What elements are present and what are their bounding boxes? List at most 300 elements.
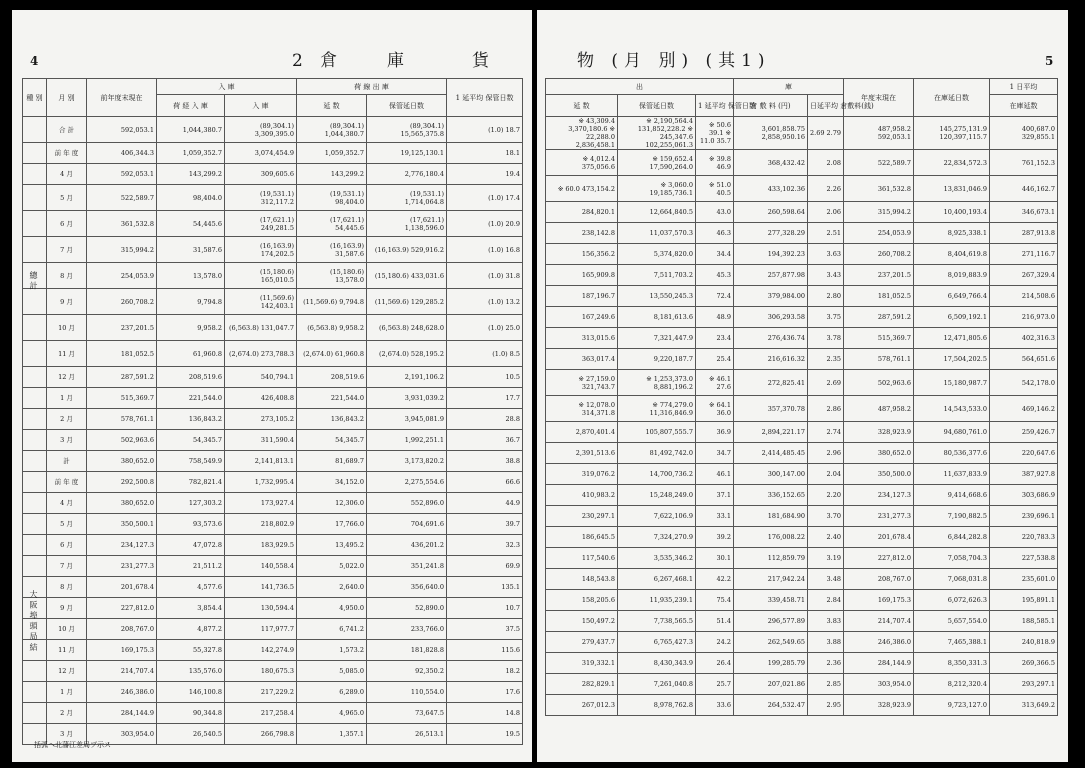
left-table-cell: 315,994.2	[87, 237, 157, 263]
right-table-cell: 45.3	[696, 265, 734, 286]
header-prev-year-end: 前年度末現在	[87, 79, 157, 117]
right-table-cell: 34.7	[696, 443, 734, 464]
right-table-cell: 23.4	[696, 328, 734, 349]
right-table-cell: 234,127.3	[844, 485, 914, 506]
right-table-cell: 8,430,343.9	[618, 653, 696, 674]
right-table-cell: 7,622,106.9	[618, 506, 696, 527]
right-table-cell: 17,504,202.5	[914, 349, 990, 370]
right-table-cell: 6,072,626.3	[914, 590, 990, 611]
right-table-cell: 22,834,572.3	[914, 150, 990, 176]
right-table-cell: 6,844,282.8	[914, 527, 990, 548]
right-table-cell: 2,894,221.17	[734, 422, 808, 443]
right-table-cell: 6,267,468.1	[618, 569, 696, 590]
left-table-cell: 12,306.0	[297, 493, 367, 514]
left-table-cell	[23, 493, 47, 514]
right-table-cell: 239,696.1	[990, 506, 1058, 527]
header-sokin: 倉 敷 料 (円)	[734, 95, 808, 117]
left-table-cell: 1,357.1	[297, 724, 367, 745]
left-table-row	[23, 211, 523, 237]
left-table-cell: 17,766.0	[297, 514, 367, 535]
right-table-row	[546, 244, 1058, 265]
right-table-cell: 169,175.3	[844, 590, 914, 611]
left-table-cell: 10 月	[47, 315, 87, 341]
left-table-row	[23, 577, 523, 598]
header-out-count: 延 数	[297, 95, 367, 117]
right-table-cell: 303,686.9	[990, 485, 1058, 506]
left-table-cell: 142,274.9	[225, 640, 297, 661]
right-table-row	[546, 527, 1058, 548]
right-table-cell: 7,465,388.1	[914, 632, 990, 653]
right-table-cell: 2,870,401.4	[546, 422, 618, 443]
right-table-cell: 336,152.65	[734, 485, 808, 506]
right-table-cell: 214,508.6	[990, 286, 1058, 307]
left-table-row	[23, 598, 523, 619]
left-table-row	[23, 430, 523, 451]
left-table-cell: 127,303.2	[157, 493, 225, 514]
left-table-row	[23, 661, 523, 682]
left-table-cell: (1.0) 31.8	[447, 263, 523, 289]
left-table-cell: 578,761.1	[87, 409, 157, 430]
left-table-cell: (1.0) 18.7	[447, 117, 523, 143]
left-table-cell	[23, 185, 47, 211]
left-table-cell: 11 月	[47, 640, 87, 661]
left-table-cell: 110,554.0	[367, 682, 447, 703]
right-table-row	[546, 286, 1058, 307]
left-table-cell: 13,578.0	[157, 263, 225, 289]
right-table-cell: 246,386.0	[844, 632, 914, 653]
left-table-cell: (6,563.8) 9,958.2	[297, 315, 367, 341]
right-table-cell: 319,332.1	[546, 653, 618, 674]
right-table-cell: 363,017.4	[546, 349, 618, 370]
left-table-cell: 19,125,130.1	[367, 143, 447, 164]
right-table-cell: 7,058,704.3	[914, 548, 990, 569]
right-table-cell: 3.48	[808, 569, 844, 590]
right-table-cell: 3.43	[808, 265, 844, 286]
right-table-cell: ※ 3,060.0 19,185,736.1	[618, 176, 696, 202]
left-table-cell: 5 月	[47, 514, 87, 535]
right-table-cell: 156,356.2	[546, 244, 618, 265]
left-table-cell: 143,299.2	[297, 164, 367, 185]
left-table-cell: (1.0) 17.4	[447, 185, 523, 211]
left-table-cell: 18.2	[447, 661, 523, 682]
left-table-cell: 1,992,251.1	[367, 430, 447, 451]
left-table-cell: 69.9	[447, 556, 523, 577]
right-page	[537, 10, 1068, 762]
right-table-cell: 8,181,613.6	[618, 307, 696, 328]
left-table-cell: (17,621.1) 249,281.5	[225, 211, 297, 237]
right-table-cell: 15,180,987.7	[914, 370, 990, 396]
left-table-cell: 合 計	[47, 117, 87, 143]
left-table-cell: 17.7	[447, 388, 523, 409]
left-table-cell: 254,053.9	[87, 263, 157, 289]
right-table-row	[546, 632, 1058, 653]
left-table-cell: (11,569.6) 129,285.2	[367, 289, 447, 315]
header-month: 月 別	[47, 79, 87, 117]
left-table-cell: (1.0) 20.9	[447, 211, 523, 237]
right-table-cell: 8,978,762.8	[618, 695, 696, 716]
right-table-cell: 8,019,883.9	[914, 265, 990, 286]
right-table-cell: 220,647.6	[990, 443, 1058, 464]
left-table-cell: 406,344.3	[87, 143, 157, 164]
left-table-cell: (19,531.1) 1,714,064.8	[367, 185, 447, 211]
right-table-cell: 380,652.0	[844, 443, 914, 464]
left-table-cell	[23, 388, 47, 409]
left-table-row	[23, 388, 523, 409]
right-table-row	[546, 223, 1058, 244]
left-table-cell: 5,022.0	[297, 556, 367, 577]
right-table-row	[546, 674, 1058, 695]
right-table-cell: 12,471,805.6	[914, 328, 990, 349]
left-table-cell	[23, 341, 47, 367]
left-table-cell: 3,854.4	[157, 598, 225, 619]
right-table-cell: 25.4	[696, 349, 734, 370]
left-table-cell: 246,386.0	[87, 682, 157, 703]
right-table-cell: ※ 4,012.4 375,056.6	[546, 150, 618, 176]
right-table-cell: 3,535,346.2	[618, 548, 696, 569]
right-table-row	[546, 396, 1058, 422]
right-table-cell: 9,414,668.6	[914, 485, 990, 506]
right-table-cell: 410,983.2	[546, 485, 618, 506]
left-table-cell: 218,802.9	[225, 514, 297, 535]
left-table-row	[23, 682, 523, 703]
left-table-cell: (16,163.9) 174,202.5	[225, 237, 297, 263]
left-table-cell: 181,052.5	[87, 341, 157, 367]
right-table-cell: 13,831,046.9	[914, 176, 990, 202]
left-table-cell: (6,563.8) 248,628.0	[367, 315, 447, 341]
header-year-end: 年度末現在	[844, 79, 914, 117]
title-left-part: 2 倉	[292, 51, 344, 71]
left-table-cell: 8 月	[47, 577, 87, 598]
right-table-cell: 3.19	[808, 548, 844, 569]
left-table-cell: 183,929.5	[225, 535, 297, 556]
right-table-cell: 515,369.7	[844, 328, 914, 349]
right-table-cell: 282,829.1	[546, 674, 618, 695]
title-mid-part: 庫	[387, 51, 410, 71]
left-table-cell: 2,191,106.2	[367, 367, 447, 388]
right-table-row	[546, 506, 1058, 527]
left-table-cell: 3,931,039.2	[367, 388, 447, 409]
left-table-row	[23, 451, 523, 472]
right-table-cell: 6,649,766.4	[914, 286, 990, 307]
left-table-cell: 115.6	[447, 640, 523, 661]
left-table-cell: 36.7	[447, 430, 523, 451]
right-table-cell: 7,738,565.5	[618, 611, 696, 632]
left-table-cell: 136,843.2	[297, 409, 367, 430]
right-table-row	[546, 590, 1058, 611]
header-nobe: 延 数	[546, 95, 618, 117]
left-table-cell	[23, 164, 47, 185]
left-table-row	[23, 367, 523, 388]
right-table-cell: 2.86	[808, 396, 844, 422]
left-table-cell: 136,843.2	[157, 409, 225, 430]
right-table-cell: 346,673.1	[990, 202, 1058, 223]
left-table-cell: 2,141,813.1	[225, 451, 297, 472]
right-table-row	[546, 695, 1058, 716]
right-table-cell: 42.2	[696, 569, 734, 590]
title-right-part: 貨	[472, 51, 495, 71]
header-hokan: 保管延日数	[618, 95, 696, 117]
right-table-cell: 7,324,270.9	[618, 527, 696, 548]
left-table-cell: (2,674.0) 273,788.3	[225, 341, 297, 367]
left-table-cell: 44.9	[447, 493, 523, 514]
right-table-cell: 361,532.8	[844, 176, 914, 202]
left-table-cell	[23, 117, 47, 143]
left-table-row	[23, 289, 523, 315]
left-table-cell: 3,173,820.2	[367, 451, 447, 472]
right-table-cell: 30.1	[696, 548, 734, 569]
left-table-cell: 19.5	[447, 724, 523, 745]
left-table-row	[23, 556, 523, 577]
left-table-cell: 31,587.6	[157, 237, 225, 263]
left-table-cell: 3 月	[47, 724, 87, 745]
left-page	[12, 10, 532, 762]
right-table-cell: 34.4	[696, 244, 734, 265]
right-table-cell: 259,426.7	[990, 422, 1058, 443]
left-table-cell: 208,519.6	[157, 367, 225, 388]
right-table-cell: 181,052.5	[844, 286, 914, 307]
right-table-cell: 2.84	[808, 590, 844, 611]
right-table-cell: 8,350,331.3	[914, 653, 990, 674]
left-table-cell: 3 月	[47, 430, 87, 451]
right-table-cell: ※ 774,279.0 11,316,846.9	[618, 396, 696, 422]
left-table-cell	[23, 211, 47, 237]
right-table-cell: 306,293.58	[734, 307, 808, 328]
right-table-cell: 7,068,031.8	[914, 569, 990, 590]
right-table-cell: 2.85	[808, 674, 844, 695]
right-table-cell: 181,684.90	[734, 506, 808, 527]
header-day-avg2: 在庫延数	[990, 95, 1058, 117]
left-table-cell: 1 月	[47, 388, 87, 409]
left-table-cell: 592,053.1	[87, 117, 157, 143]
right-table-cell: 167,249.6	[546, 307, 618, 328]
left-table-cell	[23, 367, 47, 388]
right-table-cell: 8,925,338.1	[914, 223, 990, 244]
left-table-cell: 10.5	[447, 367, 523, 388]
left-table-cell: 540,794.1	[225, 367, 297, 388]
right-table-cell: ※ 39.8 46.9	[696, 150, 734, 176]
left-table-cell: 287,591.2	[87, 367, 157, 388]
left-table-cell: (2,674.0) 528,195.2	[367, 341, 447, 367]
left-table-cell: 54,445.6	[157, 211, 225, 237]
left-table-cell: 38.8	[447, 451, 523, 472]
right-table-cell: 165,909.8	[546, 265, 618, 286]
left-table-cell	[23, 451, 47, 472]
right-table-row	[546, 150, 1058, 176]
left-table-cell: 10.7	[447, 598, 523, 619]
left-table-cell: 11 月	[47, 341, 87, 367]
left-table-cell: 141,736.5	[225, 577, 297, 598]
right-table-cell: 7,511,703.2	[618, 265, 696, 286]
header-in-sub1: 荷 経 入 庫	[157, 95, 225, 117]
header-ko: 庫	[734, 79, 844, 95]
right-table-cell: 11,037,570.3	[618, 223, 696, 244]
left-table-cell: 計	[47, 451, 87, 472]
left-table-cell: 前 年 度	[47, 472, 87, 493]
right-table-cell: 188,585.1	[990, 611, 1058, 632]
left-table-cell: 201,678.4	[87, 577, 157, 598]
right-table-cell: 9,220,187.7	[618, 349, 696, 370]
left-table-cell: 303,954.0	[87, 724, 157, 745]
left-table-cell: 4 月	[47, 493, 87, 514]
right-table-cell: 39.2	[696, 527, 734, 548]
left-table-cell: 552,896.0	[367, 493, 447, 514]
right-table-cell: ※ 1,253,373.0 8,881,196.2	[618, 370, 696, 396]
right-table-row	[546, 349, 1058, 370]
left-table-cell: 380,652.0	[87, 493, 157, 514]
left-table-cell: 2,640.0	[297, 577, 367, 598]
left-table-cell: 231,277.3	[87, 556, 157, 577]
left-table-cell: 9,958.2	[157, 315, 225, 341]
right-table-row	[546, 202, 1058, 223]
right-table-cell: 761,152.3	[990, 150, 1058, 176]
left-table-cell: 311,590.4	[225, 430, 297, 451]
right-table-cell: 158,205.6	[546, 590, 618, 611]
right-table-cell: 214,707.4	[844, 611, 914, 632]
right-table-cell: 9,723,127.0	[914, 695, 990, 716]
right-table-cell: 2.69	[808, 370, 844, 396]
right-table-cell: 80,536,377.6	[914, 443, 990, 464]
right-table-cell: 43.0	[696, 202, 734, 223]
right-table-cell: 217,942.24	[734, 569, 808, 590]
left-table-cell: 361,532.8	[87, 211, 157, 237]
left-table-cell: 515,369.7	[87, 388, 157, 409]
left-table-cell: 9 月	[47, 289, 87, 315]
left-table-cell: 18.1	[447, 143, 523, 164]
right-table-cell: 75.4	[696, 590, 734, 611]
right-table-cell: 272,825.41	[734, 370, 808, 396]
left-table-cell: 436,201.2	[367, 535, 447, 556]
left-table-cell: 13,495.2	[297, 535, 367, 556]
right-table-row	[546, 548, 1058, 569]
left-table-cell: 143,299.2	[157, 164, 225, 185]
header-avg-days: 1 延平均 保管日数	[447, 79, 523, 117]
right-table-cell: 284,144.9	[844, 653, 914, 674]
right-table-cell: 186,645.5	[546, 527, 618, 548]
left-table-cell: 426,408.8	[225, 388, 297, 409]
right-table-cell: 14,700,736.2	[618, 464, 696, 485]
header-in: 入 庫	[157, 79, 297, 95]
right-table-cell: 240,818.9	[990, 632, 1058, 653]
right-table-row	[546, 653, 1058, 674]
right-table-cell: 2.40	[808, 527, 844, 548]
right-table-cell: 94,680,761.0	[914, 422, 990, 443]
right-table-cell: 254,053.9	[844, 223, 914, 244]
right-table-cell: 469,146.2	[990, 396, 1058, 422]
left-table-cell: 37.5	[447, 619, 523, 640]
left-table-cell: 227,812.0	[87, 598, 157, 619]
right-table-cell: ※ 43,309.4 3,370,180.6 ※ 22,288.0 2,836,458.1	[546, 117, 618, 150]
left-table-cell: 1,732,995.4	[225, 472, 297, 493]
left-table-cell: 98,404.0	[157, 185, 225, 211]
left-table-cell	[23, 315, 47, 341]
left-table-cell: 54,345.7	[157, 430, 225, 451]
right-table-cell: 271,116.7	[990, 244, 1058, 265]
right-table-cell: 117,540.6	[546, 548, 618, 569]
left-table-cell: 26,540.5	[157, 724, 225, 745]
right-table-cell: 3.78	[808, 328, 844, 349]
left-table-cell: 180,675.3	[225, 661, 297, 682]
right-table-cell: 235,601.0	[990, 569, 1058, 590]
left-table-cell	[23, 409, 47, 430]
right-table-cell: 201,678.4	[844, 527, 914, 548]
left-table-cell: 208,767.0	[87, 619, 157, 640]
left-table-cell: 208,519.6	[297, 367, 367, 388]
left-table-cell: 181,828.8	[367, 640, 447, 661]
left-table-cell: 221,544.0	[297, 388, 367, 409]
left-table-cell: 66.6	[447, 472, 523, 493]
right-table-row	[546, 464, 1058, 485]
left-table-cell: 173,927.4	[225, 493, 297, 514]
left-table-row	[23, 164, 523, 185]
left-table-cell: 234,127.3	[87, 535, 157, 556]
left-table-cell: (11,569.6) 9,794.8	[297, 289, 367, 315]
right-table-cell: 313,649.2	[990, 695, 1058, 716]
left-table-cell: 54,345.7	[297, 430, 367, 451]
right-table-cell: 2.51	[808, 223, 844, 244]
header-kind: 種 別	[23, 79, 47, 117]
header-out-storage: 保管延日数	[367, 95, 447, 117]
right-table-cell: 303,954.0	[844, 674, 914, 695]
left-table-cell: 14.8	[447, 703, 523, 724]
left-table-cell: 135,576.0	[157, 661, 225, 682]
left-table-cell: 502,963.6	[87, 430, 157, 451]
right-table-cell: 5,657,554.0	[914, 611, 990, 632]
left-table-cell: 351,241.8	[367, 556, 447, 577]
left-table-cell: 1,059,352.7	[157, 143, 225, 164]
right-table-cell: 5,374,820.0	[618, 244, 696, 265]
right-table-cell: 6,765,427.3	[618, 632, 696, 653]
right-table-cell: 487,958.2	[844, 396, 914, 422]
right-table-cell: 260,598.64	[734, 202, 808, 223]
right-table-cell: 328,923.9	[844, 695, 914, 716]
right-table-cell: 13,550,245.3	[618, 286, 696, 307]
right-table-cell: 2.95	[808, 695, 844, 716]
left-table-row	[23, 493, 523, 514]
left-table-cell: 28.8	[447, 409, 523, 430]
left-table-cell: 5 月	[47, 185, 87, 211]
left-table-cell: 2,275,554.6	[367, 472, 447, 493]
left-table-cell: 260,708.2	[87, 289, 157, 315]
right-table-cell: 72.4	[696, 286, 734, 307]
right-table-cell: 187,196.7	[546, 286, 618, 307]
left-table-cell: 3,945,081.9	[367, 409, 447, 430]
left-table-cell: (15,180.6) 13,578.0	[297, 263, 367, 289]
right-table-cell: 3.75	[808, 307, 844, 328]
left-table-row	[23, 409, 523, 430]
right-table-cell: 3.83	[808, 611, 844, 632]
left-table-cell: 233,766.0	[367, 619, 447, 640]
right-table-row	[546, 328, 1058, 349]
right-table-cell: 2.04	[808, 464, 844, 485]
left-table-cell: (15,180.6) 165,010.5	[225, 263, 297, 289]
right-table-row	[546, 370, 1058, 396]
left-table-cell: (17,621.1) 54,445.6	[297, 211, 367, 237]
right-table-cell: 2.08	[808, 150, 844, 176]
right-table-row	[546, 117, 1058, 150]
right-table-cell: 287,913.8	[990, 223, 1058, 244]
right-data-table	[545, 78, 1058, 716]
right-table-cell: 2.35	[808, 349, 844, 370]
right-table-cell: 51.4	[696, 611, 734, 632]
left-table-row	[23, 237, 523, 263]
left-table-cell: 39.7	[447, 514, 523, 535]
left-table-cell: 284,144.9	[87, 703, 157, 724]
right-table-cell: 216,616.32	[734, 349, 808, 370]
right-table-cell: 227,812.0	[844, 548, 914, 569]
right-table-cell: 230,297.1	[546, 506, 618, 527]
right-table-cell: 46.1	[696, 464, 734, 485]
right-table-cell: 227,538.8	[990, 548, 1058, 569]
